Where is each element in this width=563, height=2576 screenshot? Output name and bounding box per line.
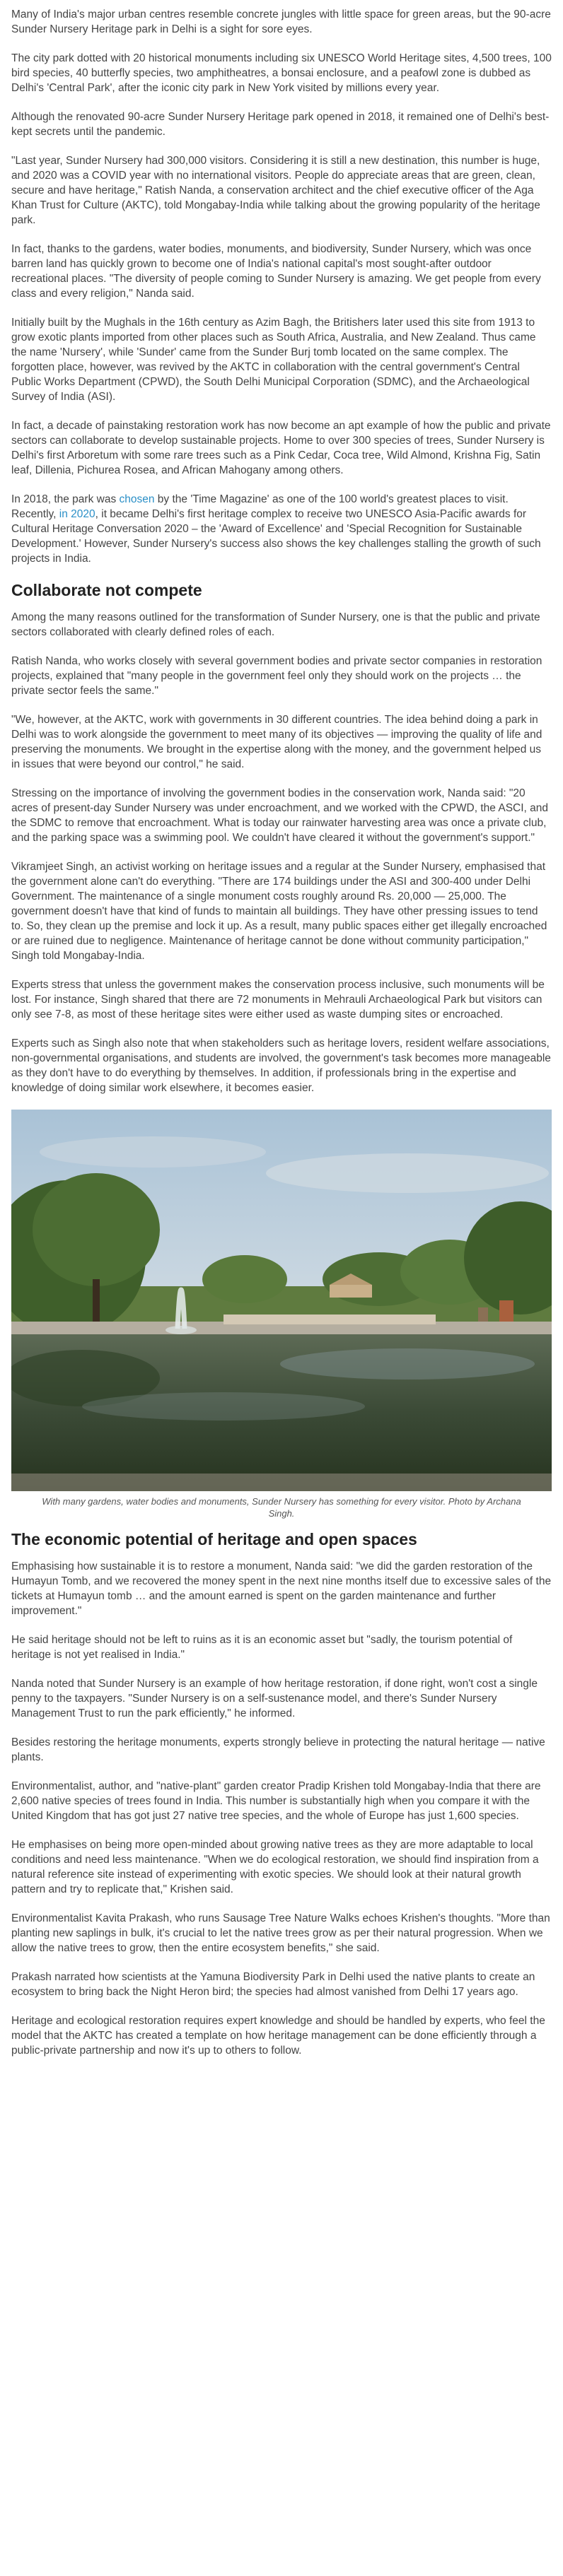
article-paragraph: Many of India's major urban centres resemble concrete jungles with little space for green areas, but the 90-acre Sunder Nursery Heritage park in Delhi is a sight for sore eyes.: [11, 8, 551, 35]
paragraph-text: by the 'Time Magazine' as one of the 100 world's greatest places to visit. Recently,: [11, 493, 509, 520]
article-paragraph: Vikramjeet Singh, an activist working on heritage issues and a regular at the Sunder Nursery, emphasised that the government alone can't do everything. "There are 174 buildings under the ASI and 300-400 under Delhi Government. The maintenance of a single monument costs roughly around Rs. 20,000 — 25,000. The government doesn't have that kind of funds to maintain all buildings. They have other pressing issues to tend to. So, they clean up the premise and lock it up. As a result, many public spaces either get illegally encroached or are ruined due to negligence. Maintenance of heritage cannot be done without community participation," Singh told Mongabay-India.: [11, 861, 547, 962]
article-paragraph: Environmentalist Kavita Prakash, who runs Sausage Tree Nature Walks echoes Krishen's thoughts. "More than planting new saplings in bulk, it's crucial to let the native trees grow as per their natural progression. When we allow the native trees to grow, then the entire ecosystem benefits," she said.: [11, 1912, 550, 1954]
unesco-2020-link[interactable]: in 2020: [59, 508, 95, 520]
article-paragraph: Besides restoring the heritage monuments, experts strongly believe in protecting the natural heritage — native plants.: [11, 1736, 545, 1763]
paragraph-text: In 2018, the park was: [11, 493, 120, 505]
article-paragraph: Experts such as Singh also note that when stakeholders such as heritage lovers, resident welfare associations, non-governmental organisations, and students are involved, the government's task becomes more manageable as they don't have to do everything by themselves. In addition, if professionals bring in the expertise and knowledge of doing similar work elsewhere, it becomes easier.: [11, 1037, 551, 1094]
time-magazine-link[interactable]: chosen: [119, 493, 155, 505]
article-paragraph: Among the many reasons outlined for the transformation of Sunder Nursery, one is that the public and private sectors collaborated with clearly defined roles of each.: [11, 611, 540, 638]
article-paragraph: He said heritage should not be left to ruins as it is an economic asset but "sadly, the tourism potential of heritage is not yet realised in India.": [11, 1634, 513, 1661]
article-paragraph: He emphasises on being more open-minded about growing native trees as they are more adaptable to local conditions and need less maintenance. "When we do ecological restoration, we should find inspiration from a natural reference site instead of experimenting with exotic species. We should look at their natural growth pattern and try to replicate that," Krishen said.: [11, 1839, 539, 1895]
article-paragraph: Prakash narrated how scientists at the Yamuna Biodiversity Park in Delhi used the native plants to create an ecosystem to bring back the Night Heron bird; the species had almost vanished from Delhi 17 years ago.: [11, 1971, 535, 1998]
paragraph-text: , it became Delhi's first heritage complex to receive two UNESCO Asia-Pacific awards for Cultural Heritage Conversation 2020 – the 'Award of Excellence' and 'Special Recognition for Sustainable Development.' However, Sunder Nursery's success also shows the key challenges stalling the growth of such projects in India.: [11, 508, 541, 565]
article-paragraph: The city park dotted with 20 historical monuments including six UNESCO World Heritage sites, 4,500 trees, 100 bird species, 40 butterfly species, two amphitheatres, a bonsai enclosure, and a peafowl zone is dubbed as Delhi's 'Central Park', after the iconic city park in New York visited by millions every year.: [11, 52, 552, 94]
article-paragraph: Initially built by the Mughals in the 16th century as Azim Bagh, the Britishers later used this site from 1913 to grow exotic plants imported from other places such as South Africa, Australia, and New Zealand. Thus came the name 'Nursery', while 'Sunder' came from the Sunder Burj tomb located on the same complex. The forgotten place, however, was revived by the AKTC in collaboration with the central government's Central Public Works Department (CPWD), the South Delhi Municipal Corporation (SDMC), and the Archaeological Survey of India (ASI).: [11, 317, 536, 403]
park-photo: [11, 1110, 552, 1491]
article-paragraph: Heritage and ecological restoration requires expert knowledge and should be handled by experts, who feel the model that the AKTC has created a template on how heritage management can be done efficiently through a public-private partnership and now it's up to others to follow.: [11, 2015, 545, 2057]
section-heading-collaborate: Collaborate not compete: [11, 581, 202, 599]
article-paragraph-2018: [11, 492, 552, 566]
article-paragraph: Nanda noted that Sunder Nursery is an example of how heritage restoration, if done right, won't cost a single penny to the taxpayers. "Sunder Nursery is on a self-sustenance model, and there's Sunder Nursery Management Trust to run the park efficiently," he informed.: [11, 1678, 538, 1719]
article-paragraph: "Last year, Sunder Nursery had 300,000 visitors. Considering it is still a new destination, this number is huge, and 2020 was a COVID year with no international visitors. People do appreciate areas that are green, clean, secure and have heritage," Ratish Nanda, a conservation architect and the chief executive officer of the Aga Khan Trust for Culture (AKTC), told Mongabay-India while talking about the growing popularity of the heritage park.: [11, 155, 540, 226]
article-figure: [11, 1110, 552, 1519]
article-paragraph: Ratish Nanda, who works closely with several government bodies and private sector companies in restoration projects, explained that "many people in the government feel only they should work on the projects … the private sector feels the same.": [11, 655, 542, 697]
article-paragraph: In fact, a decade of painstaking restoration work has now become an apt example of how the public and private sectors can collaborate to develop sustainable projects. Home to over 300 species of trees, Sunder Nursery is Delhi's first Arboretum with some rare trees such as a Pink Cedar, Coca tree, Wild Almond, Krishna Fig, Satin leaf, Dillenia, Pichurea Rosea, and African Mahogany among others.: [11, 420, 551, 476]
article-paragraph: In fact, thanks to the gardens, water bodies, monuments, and biodiversity, Sunder Nursery, which was once barren land has quickly grown to become one of India's national capital's most sought-after outdoor recreational places. "The diversity of people coming to Sunder Nursery is amazing. We get people from every class and every religion," Nanda said.: [11, 243, 541, 300]
article-paragraph: Environmentalist, author, and "native-plant" garden creator Pradip Krishen told Mongabay-India that there are 2,600 native species of trees found in India. This number is substantially high when you compare it with the United Kingdom that has got just 27 native tree species, and the whole of Europe has just 1,600 species.: [11, 1780, 541, 1822]
article-body: [0, 7, 563, 2058]
article-paragraph: Although the renovated 90-acre Sunder Nursery Heritage park opened in 2018, it remained one of Delhi's best-kept secrets until the pandemic.: [11, 111, 550, 138]
article-paragraph: Emphasising how sustainable it is to restore a monument, Nanda said: "we did the garden restoration of the Humayun Tomb, and we recovered the money spent in the next nine months itself due to excessive sales of the tickets at Humayun tomb … and the amount earned is spent on the garden maintenance and further improvement.": [11, 1560, 552, 1617]
section-heading-economic: The economic potential of heritage and open spaces: [11, 1530, 417, 1548]
article-paragraph: Experts stress that unless the government makes the conservation process inclusive, such monuments will be lost. For instance, Singh shared that there are 72 monuments in Mehrauli Archaeological Park but visitors can only see 7-8, as most of these heritage sites were either used as waste dumping sites or encroached.: [11, 979, 545, 1021]
figure-caption: With many gardens, water bodies and monuments, Sunder Nursery has something for every visitor. Photo by Archana Singh.: [42, 1496, 521, 1519]
article-paragraph: Stressing on the importance of involving the government bodies in the conservation work, Nanda said: "20 acres of present-day Sunder Nursery was under encroachment, and we worked with the CPWD, the ASCI, and the SDMC to remove that encroachment. What is today our rainwater harvesting area was once a private club, and the parking space was a swimming pool. We couldn't have cleared it without the government's support.": [11, 787, 549, 844]
article-paragraph: "We, however, at the AKTC, work with governments in 30 different countries. The idea behind doing a park in Delhi was to work alongside the government to meet many of its objectives — improving the quality of life and preserving the monuments. We brought in the expertise along with the money, and the government helped us in issues that were beyond our control," he said.: [11, 714, 542, 770]
